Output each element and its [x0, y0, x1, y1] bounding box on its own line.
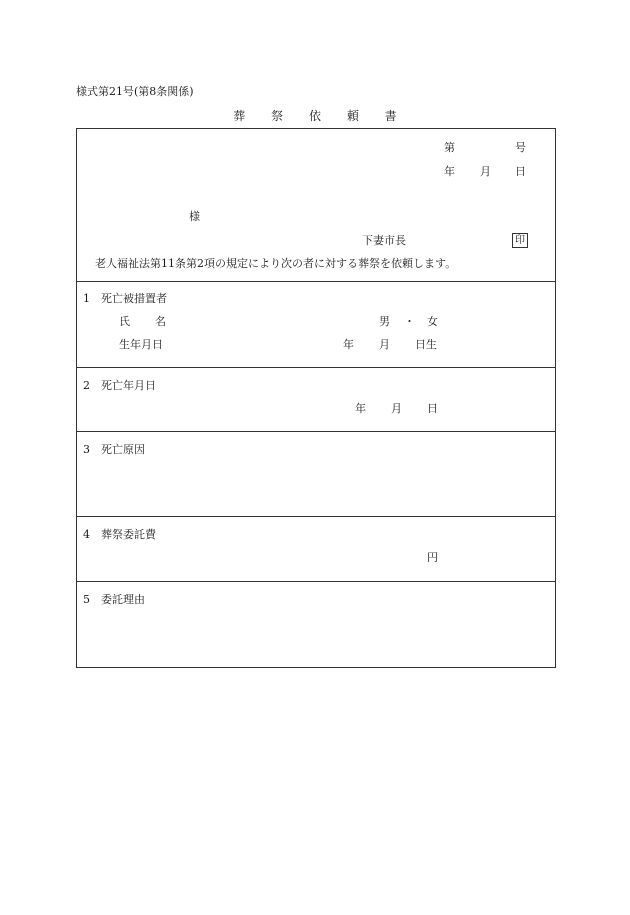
- divider-5: [77, 581, 555, 582]
- doc-number-suffix: 号: [515, 141, 526, 154]
- death-year-label: 年: [355, 402, 366, 415]
- seal-box: 印: [512, 233, 528, 248]
- section-3-number: 3: [83, 443, 90, 456]
- section-3-label: 死亡原因: [101, 443, 145, 456]
- date-month-label: 月: [480, 165, 491, 178]
- death-day-label: 日: [427, 402, 438, 415]
- sex-male: 男: [379, 315, 390, 328]
- divider-1: [77, 281, 555, 282]
- request-statement: 老人福祉法第11条第2項の規定により次の者に対する葬祭を依頼します。: [95, 257, 457, 270]
- form-number: 様式第21号(第8条関係): [76, 85, 194, 98]
- birth-day-label: 日生: [415, 338, 437, 351]
- section-2-number: 2: [83, 379, 90, 392]
- death-month-label: 月: [391, 402, 402, 415]
- section-1-label: 死亡被措置者: [101, 292, 167, 305]
- section-1-number: 1: [83, 292, 90, 305]
- divider-2: [77, 367, 555, 368]
- title-char-4: 頼: [346, 109, 359, 123]
- section-5-label: 委託理由: [101, 593, 145, 606]
- form-frame: [76, 128, 556, 668]
- sender-name: 下妻市長: [362, 234, 406, 247]
- sex-female: 女: [427, 315, 438, 328]
- divider-3: [77, 431, 555, 432]
- title-char-2: 祭: [271, 109, 284, 123]
- title-char-1: 葬: [233, 109, 246, 123]
- sex-separator: ・: [404, 315, 415, 328]
- section-5-number: 5: [83, 593, 90, 606]
- divider-4: [77, 516, 555, 517]
- date-year-label: 年: [444, 165, 455, 178]
- title-char-5: 書: [384, 109, 397, 123]
- title-char-3: 依: [308, 109, 321, 123]
- section-2-label: 死亡年月日: [101, 379, 156, 392]
- birth-date-label: 生年月日: [119, 338, 163, 351]
- birth-year-label: 年: [343, 338, 354, 351]
- name-label-char-2: 名: [155, 315, 166, 328]
- section-4-number: 4: [83, 528, 90, 541]
- section-4-label: 葬祭委託費: [101, 528, 156, 541]
- fee-unit: 円: [427, 551, 438, 564]
- addressee-suffix: 様: [189, 210, 200, 223]
- name-label-char-1: 氏: [119, 315, 130, 328]
- seal-mark: [512, 233, 528, 248]
- date-day-label: 日: [515, 165, 526, 178]
- document-title: [0, 110, 630, 122]
- birth-month-label: 月: [379, 338, 390, 351]
- doc-number-prefix: 第: [444, 141, 455, 154]
